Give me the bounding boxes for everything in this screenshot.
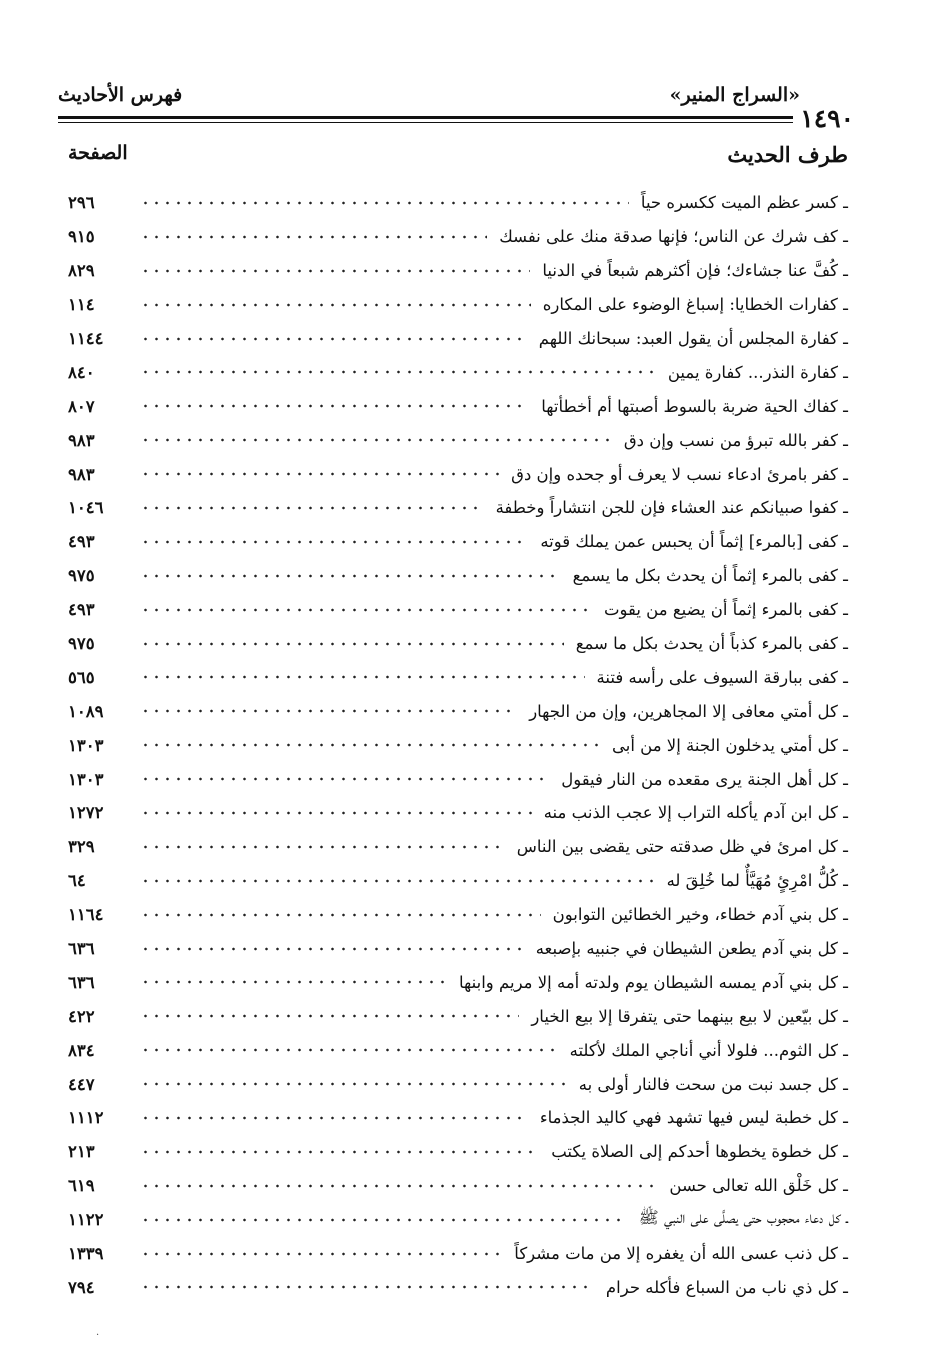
- index-entry: [68, 491, 848, 525]
- entry-text: ـ كل خَلْق الله تعالى حسن: [669, 1176, 848, 1196]
- entry-text: ـ كل جسد نبت من سحت فالنار أولى به: [578, 1074, 848, 1094]
- entry-page-number: ٤٤٧: [68, 1074, 95, 1094]
- index-entry: [68, 525, 848, 559]
- entry-text: ـ كل أمتي يدخلون الجنة إلا من أبى: [611, 735, 848, 755]
- entry-text: ـ كل الثوم... فلولا أني أناجي الملك لأكلته: [569, 1040, 848, 1060]
- entry-page-number: ٤٢٢: [68, 1006, 95, 1026]
- entry-text: ـ كفى ببارقة السيوف على رأسه فتنة: [596, 667, 848, 687]
- entry-page-number: ٦٤: [68, 871, 86, 891]
- entry-page-number: ٩٧٥: [68, 634, 95, 654]
- dot-leader: [140, 301, 531, 309]
- index-entry: [68, 1271, 848, 1305]
- dot-leader: [140, 640, 564, 648]
- index-entry: [68, 999, 848, 1033]
- entry-text: ـ كل بني آدم يمسه الشيطان يوم ولدته أمه إلا مريم وابنها: [459, 972, 848, 992]
- dot-leader: [140, 877, 655, 885]
- dot-leader: [140, 945, 524, 953]
- entry-page-number: ٩١٥: [68, 227, 95, 247]
- entry-page-number: ٤٩٣: [68, 600, 95, 620]
- entry-page-number: ١٣٠٣: [68, 769, 104, 789]
- index-entry: [68, 389, 848, 423]
- entry-text: ـ كل بني آدم يطعن الشيطان في جنبيه بإصبعه: [535, 939, 848, 959]
- header-rule-thin: [58, 122, 793, 123]
- entry-page-number: ١٣٣٩: [68, 1244, 104, 1264]
- dot-leader: [140, 1250, 502, 1258]
- entry-page-number: ٩٨٣: [68, 430, 95, 450]
- entry-text: ـ كل أهل الجنة يرى مقعده من النار فيقول: [561, 769, 848, 789]
- dot-leader: [140, 470, 499, 478]
- index-entry: [68, 627, 848, 661]
- entry-text: ـ كل خطبة ليس فيها تشهد فهي كاليد الجذماء: [539, 1108, 848, 1128]
- index-entry: [68, 898, 848, 932]
- entry-text: ـ كل خطوة يخطوها أحدكم إلى الصلاة يكتب: [551, 1142, 848, 1162]
- entry-page-number: ٢٩٦: [68, 193, 95, 213]
- dot-leader: [140, 504, 484, 512]
- index-entry: [68, 423, 848, 457]
- entry-page-number: ٧٩٤: [68, 1277, 95, 1297]
- index-entry: [68, 728, 848, 762]
- entry-text: ـ كفارة المجلس أن يقول العبد: سبحانك اللهم: [538, 329, 848, 348]
- column-headings: [58, 142, 848, 178]
- index-entry: [68, 1101, 848, 1135]
- entry-text: ـ كسر عظم الميت ككسره حياً: [640, 193, 848, 213]
- entry-text: ـ كفى بالمرء كذباً أن يحدث بكل ما سمع: [575, 634, 848, 654]
- dot-leader: [140, 1148, 539, 1156]
- index-entry: [68, 1169, 848, 1203]
- entry-text: ـ كل امرئ في ظل صدقته حتى يقضى بين الناس: [516, 837, 848, 857]
- entry-text: ـ كُلُّ امْرِئٍ مُهَيَّأٌ لما خُلِقَ له: [666, 871, 848, 891]
- dot-leader: [140, 267, 530, 275]
- page-number: ١٤٩٠: [800, 104, 854, 133]
- column-heading-hadith: طرف الحديث: [727, 142, 848, 167]
- dot-leader: [140, 402, 529, 410]
- dot-leader: [140, 1216, 627, 1224]
- hadith-index-list: [68, 186, 848, 1304]
- index-entry: [68, 796, 848, 830]
- index-entry: [68, 1067, 848, 1101]
- entry-page-number: ١١٦٤: [68, 905, 104, 925]
- dot-leader: [140, 436, 612, 444]
- dot-leader: [140, 538, 528, 546]
- dot-leader: [140, 741, 600, 749]
- entry-text: ـ كفارات الخطايا: إسباغ الوضوء على المكاره: [542, 295, 848, 315]
- entry-text: ـ كفوا صبيانكم عند العشاء فإن للجن انتشاراً وخطفة: [495, 498, 848, 518]
- dot-leader: [140, 911, 541, 919]
- index-entry: [68, 1033, 848, 1067]
- index-entry: [68, 830, 848, 864]
- entry-page-number: ١١١٢: [68, 1108, 104, 1128]
- dot-leader: [140, 233, 487, 241]
- entry-page-number: ٥٦٥: [68, 667, 95, 687]
- entry-text: ـ كفى بالمرء إثماً أن يضيع من يقوت: [603, 600, 848, 620]
- dot-leader: [140, 1182, 657, 1190]
- entry-page-number: ١١٢٢: [68, 1210, 104, 1230]
- entry-text: ـ كف شرك عن الناس؛ فإنها صدقة منك على نفسك: [499, 227, 848, 247]
- index-entry: [68, 1203, 848, 1237]
- index-entry: [68, 186, 848, 220]
- index-entry: [68, 965, 848, 999]
- entry-page-number: ٨٢٩: [68, 261, 95, 281]
- stray-mark: ·: [96, 1330, 100, 1341]
- entry-text: ـ كل بني آدم خطاء، وخير الخطائين التوابون: [552, 905, 848, 925]
- dot-leader: [140, 673, 585, 681]
- entry-page-number: ٨٠٧: [68, 396, 95, 416]
- entry-text: ـ كُفَّ عنا جشاءك؛ فإن أكثرهم شبعاً في الدنيا: [542, 261, 848, 281]
- dot-leader: [140, 1012, 519, 1020]
- entry-text: ـ كفارة النذر... كفارة يمين: [667, 362, 848, 382]
- entry-page-number: ١٢٧٢: [68, 803, 104, 823]
- dot-leader: [140, 843, 505, 851]
- dot-leader: [140, 707, 517, 715]
- entry-page-number: ١١٤٤: [68, 329, 104, 348]
- index-entry: [68, 457, 848, 491]
- dot-leader: [140, 572, 561, 580]
- entry-page-number: ٩٨٣: [68, 464, 95, 484]
- entry-text: ـ كفاك الحية ضربة بالسوط أصبتها أم أخطأتها: [541, 396, 848, 416]
- entry-text: ـ كفى بالمرء إثماً أن يحدث بكل ما يسمع: [572, 566, 848, 586]
- header-rule-thick: [58, 116, 793, 119]
- entry-page-number: ٤٩٣: [68, 532, 95, 552]
- dot-leader: [140, 978, 447, 986]
- entry-text: ـ كفر بامرئ ادعاء نسب لا يعرف أو جحده وإن دق: [511, 464, 848, 484]
- dot-leader: [140, 1114, 528, 1122]
- index-entry: [68, 254, 848, 288]
- entry-page-number: ١٠٤٦: [68, 498, 104, 518]
- entry-page-number: ٩٧٥: [68, 566, 95, 586]
- index-entry: [68, 762, 848, 796]
- entry-page-number: ٢١٣: [68, 1142, 95, 1162]
- entry-text: ـ كفى [بالمرء] إثماً أن يحبس عمن يملك قوته: [540, 532, 848, 552]
- entry-page-number: ١١٤: [68, 295, 95, 315]
- entry-text: ـ كل ذنب عسى الله أن يغفره إلا من مات مشركاً: [514, 1244, 848, 1264]
- index-entry: [68, 288, 848, 322]
- entry-page-number: ٦١٩: [68, 1176, 95, 1196]
- index-entry: [68, 355, 848, 389]
- entry-page-number: ٦٣٦: [68, 939, 95, 959]
- dot-leader: [140, 368, 656, 376]
- index-entry: [68, 1237, 848, 1271]
- dot-leader: [140, 1283, 594, 1291]
- entry-page-number: ٨٣٤: [68, 1040, 95, 1060]
- index-entry: [68, 864, 848, 898]
- entry-text: ـ كل أمتي معافى إلا المجاهرين، وإن من الجهار: [529, 701, 848, 721]
- running-title: «السراج المنير»: [669, 84, 800, 106]
- dot-leader: [140, 199, 629, 207]
- index-entry: [68, 559, 848, 593]
- entry-page-number: ٨٤٠: [68, 362, 95, 382]
- dot-leader: [140, 1046, 558, 1054]
- index-entry: [68, 932, 848, 966]
- index-entry: [68, 1135, 848, 1169]
- entry-page-number: ٣٢٩: [68, 837, 95, 857]
- entry-page-number: ٦٣٦: [68, 972, 95, 992]
- section-title: فهرس الأحاديث: [58, 84, 183, 106]
- entry-text: ـ كل ذي ناب من السباع فأكله حرام: [605, 1277, 848, 1297]
- index-entry: [68, 593, 848, 627]
- entry-text: ـ كل ابن آدم يأكله التراب إلا عجب الذنب منه: [543, 803, 848, 823]
- page-header: [58, 80, 854, 133]
- entry-text: ـ كل بيّعين لا بيع بينهما حتى يتفرقا إلا بيع الخيار: [531, 1006, 848, 1026]
- column-heading-page: الصفحة: [68, 142, 128, 164]
- entry-page-number: ١٣٠٣: [68, 735, 104, 755]
- entry-page-number: ١٠٨٩: [68, 701, 104, 721]
- entry-text: ـ كفر بالله تبرؤ من نسب وإن دق: [623, 430, 848, 450]
- dot-leader: [140, 809, 532, 817]
- index-entry: [68, 694, 848, 728]
- dot-leader: [140, 606, 592, 614]
- index-entry: [68, 660, 848, 694]
- dot-leader: [140, 775, 549, 783]
- dot-leader: [140, 335, 527, 343]
- index-entry: [68, 220, 848, 254]
- entry-text: ـ كل دعاء محجوب حتى يصلَّى على النبي ﷺ: [638, 1207, 848, 1227]
- dot-leader: [140, 1080, 567, 1088]
- index-entry: [68, 322, 848, 356]
